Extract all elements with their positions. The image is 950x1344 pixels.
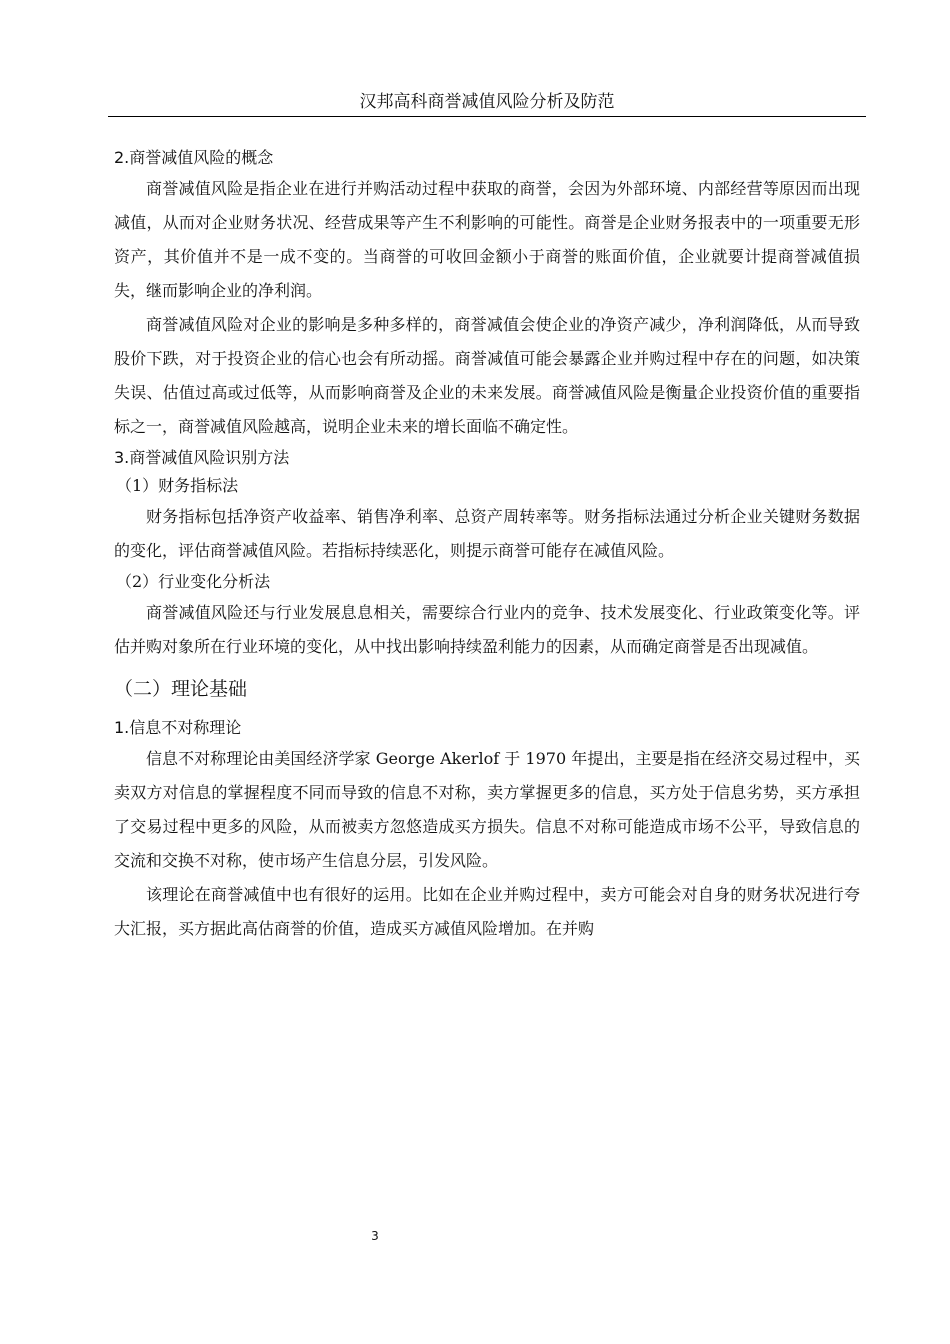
chapter-heading-theory: （二）理论基础 (114, 678, 248, 700)
page-number: 3 (371, 1229, 379, 1243)
paragraph: 商誉减值风险还与行业发展息息相关，需要综合行业内的竞争、技术发展变化、行业政策变化等。评估并购对象所在行业环境的变化，从中找出影响持续盈利能力的因素，从而确定商誉是否出现减值。 (114, 603, 860, 656)
subheading-industry-change-method: （2）行业变化分析法 (116, 572, 271, 591)
section-heading-asymmetry: 1.信息不对称理论 (114, 718, 242, 737)
subheading-financial-indicator-method: （1）财务指标法 (116, 476, 239, 495)
paragraph: 商誉减值风险是指企业在进行并购活动过程中获取的商誉，会因为外部环境、内部经营等原因而出现减值，从而对企业财务状况、经营成果等产生不利影响的可能性。商誉是企业财务报表中的一项重要无形资产，其价值并不是一成不变的。当商誉的可收回金额小于商誉的账面价值，企业就要计提商誉减值损失，继而影响企业的净利润。 (114, 179, 860, 300)
paragraph: 该理论在商誉减值中也有很好的运用。比如在企业并购过程中，卖方可能会对自身的财务状况进行夸大汇报，买方据此高估商誉的价值，造成买方减值风险增加。在并购 (114, 885, 860, 938)
paragraph: 财务指标包括净资产收益率、销售净利率、总资产周转率等。财务指标法通过分析企业关键财务数据的变化，评估商誉减值风险。若指标持续恶化，则提示商誉可能存在减值风险。 (114, 507, 860, 560)
page-header: 汉邦高科商誉减值风险分析及防范 (108, 91, 866, 117)
document-body (114, 144, 860, 946)
section-heading-concept: 2.商誉减值风险的概念 (114, 148, 274, 167)
paragraph: 信息不对称理论由美国经济学家 George Akerlof 于 1970 年提出，主要是指在经济交易过程中，买卖双方对信息的掌握程度不同而导致的信息不对称，卖方掌握更多的信息，买方处于信息劣势，买方承担了交易过程中更多的风险，从而被卖方忽悠造成买方损失。信息不对称可能造成市场不公平，导致信息的交流和交换不对称，使市场产生信息分层，引发风险。 (114, 749, 860, 870)
section-heading-identification: 3.商誉减值风险识别方法 (114, 448, 290, 467)
paragraph: 商誉减值风险对企业的影响是多种多样的，商誉减值会使企业的净资产减少，净利润降低，从而导致股价下跌，对于投资企业的信心也会有所动摇。商誉减值可能会暴露企业并购过程中存在的问题，如决策失误、估值过高或过低等，从而影响商誉及企业的未来发展。商誉减值风险是衡量企业投资价值的重要指标之一，商誉减值风险越高，说明企业未来的增长面临不确定性。 (114, 315, 860, 436)
